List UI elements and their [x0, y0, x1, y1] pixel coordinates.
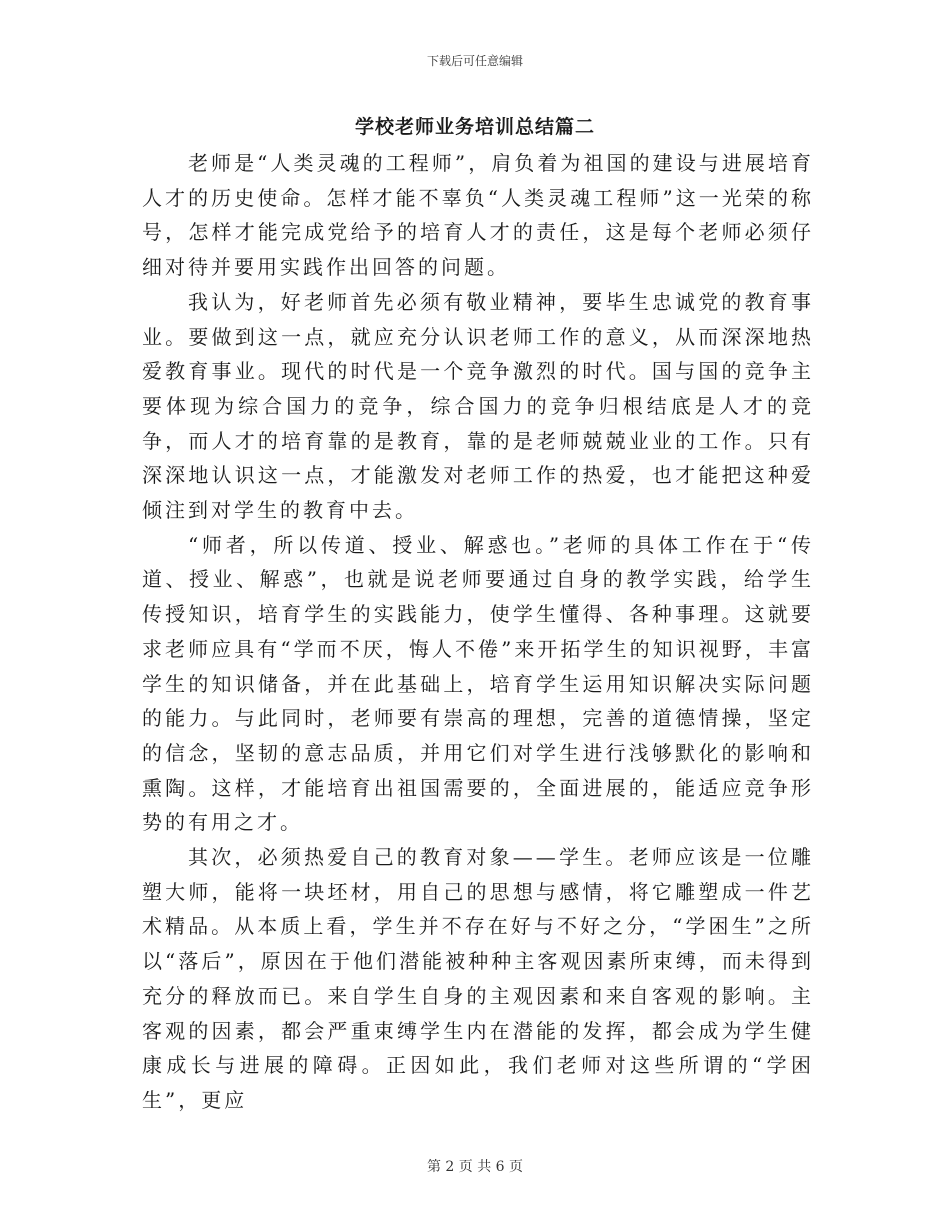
document-title: 学校老师业务培训总结篇二: [354, 116, 595, 138]
paragraph-4: 其次，必须热爱自己的教育对象——学生。老师应该是一位雕塑大师，能将一块坯材，用自己的思想与感情，将它雕塑成一件艺术精品。从本质上看，学生并不存在好与不好之分，“学困生”之所以“落后”，原因在于他们潜能被种种主客观因素所束缚，而未得到充分的释放而已。来自学生自身的主观因素和来自客观的影响。主客观的因素，都会严重束缚学生内在潜能的发挥，都会成为学生健康成长与进展的障碍。正因如此，我们老师对这些所谓的“学困生”，更应: [142, 845, 814, 1112]
page-header-note: 下载后可任意编辑: [426, 54, 523, 68]
document-body: [142, 146, 814, 1118]
paragraph-2: 我认为，好老师首先必须有敬业精神，要毕生忠诚党的教育事业。要做到这一点，就应充分认识老师工作的意义，从而深深地热爱教育事业。现代的时代是一个竞争激烈的时代。国与国的竞争主要体现为综合国力的竞争，综合国力的竞争归根结底是人才的竞争，而人才的培育靠的是教育，靠的是老师兢兢业业的工作。只有深深地认识这一点，才能激发对老师工作的热爱，也才能把这种爱倾注到对学生的教育中去。: [142, 289, 814, 523]
paragraph-1: 老师是“人类灵魂的工程师”，肩负着为祖国的建设与进展培育人才的历史使命。怎样才能不辜负“人类灵魂工程师”这一光荣的称号，怎样才能完成党给予的培育人才的责任，这是每个老师必须仔细对待并要用实践作出回答的问题。: [142, 151, 814, 280]
page-number: 第 2 页 共 6 页: [426, 1159, 524, 1175]
paragraph-3: “师者，所以传道、授业、解惑也。”老师的具体工作在于“传道、授业、解惑”，也就是说老师要通过自身的教学实践，给学生传授知识，培育学生的实践能力，使学生懂得、各种事理。这就要求老师应具有“学而不厌，悔人不倦”来开拓学生的知识视野，丰富学生的知识储备，并在此基础上，培育学生运用知识解决实际问题的能力。与此同时，老师要有崇高的理想，完善的道德情操，坚定的信念，坚韧的意志品质，并用它们对学生进行浅够默化的影响和熏陶。这样，才能培育出祖国需要的，全面进展的，能适应竞争形势的有用之才。: [142, 532, 814, 835]
